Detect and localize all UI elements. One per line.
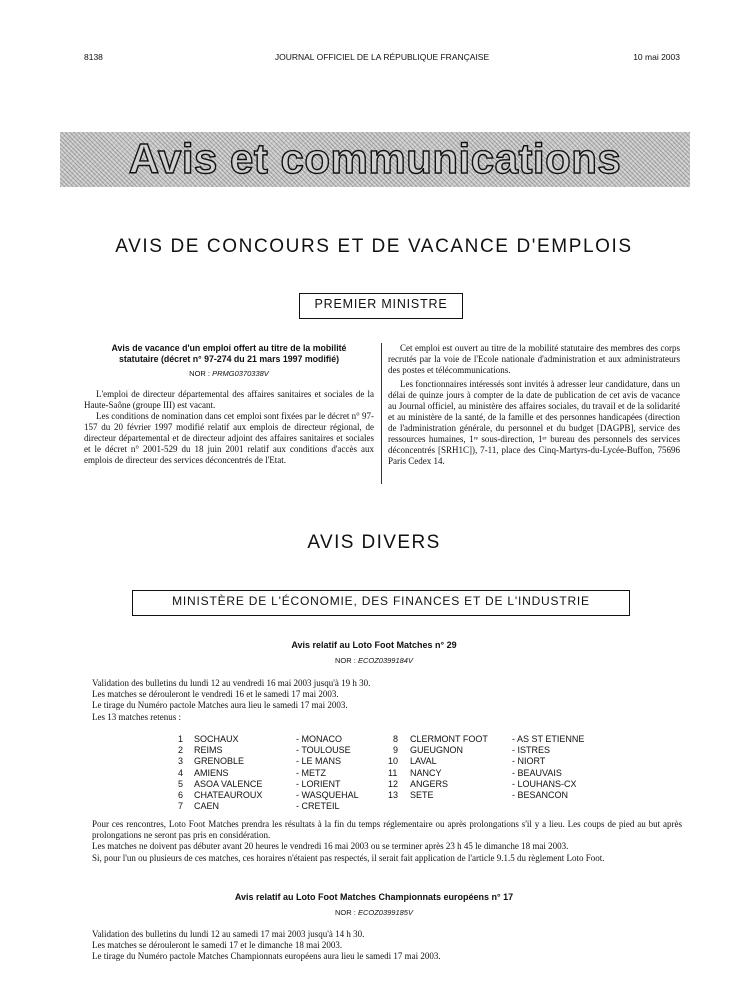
- section-heading-concours: AVIS DE CONCOURS ET DE VACANCE D'EMPLOIS: [115, 236, 633, 257]
- section-banner: [60, 132, 690, 187]
- notice-title: Avis de vacance d'un emploi offert au titre de la mobilité statutaire (décret n° 97-274 du 21 mars 1997 modifié): [111, 343, 347, 364]
- loto-rules: [92, 819, 682, 864]
- journal-title: JOURNAL OFFICIEL DE LA RÉPUBLIQUE FRANÇAISE: [274, 52, 490, 62]
- loto-details: [92, 678, 682, 723]
- section-heading-avis-divers: AVIS DIVERS: [307, 532, 441, 553]
- paragraph: Pour ces rencontres, Loto Foot Matches prendra les résultats à la fin du temps réglementaire ou après prolongations s'il y a lieu. Les coups de pied au but après prolongations ne seront pas pris en considération.: [92, 819, 682, 841]
- paragraph: Les fonctionnaires intéressés sont invités à adresser leur candidature, dans un délai de quinze jours à compter de la date de publication de cet avis de vacance au Journal officiel, au ministère des affaires sociales, du travail et de la solidarité et au ministère de la santé, de la famille et des personnes handicapées (direction de l'administration générale, du personnel et du budget [DAGPB], service des ressources humaines, 1ʳᵉ sous-direction, 1ᵉʳ bureau des personnels des services déconcentrés [SRH1C]), 7-11, place des Cinq-Martyrs-du-Lycée-Buffon, 75696 Paris Cedex 14.: [388, 379, 680, 466]
- detail-line: Le tirage du Numéro pactole Matches aura lieu le samedi 17 mai 2003.: [92, 700, 348, 711]
- banner-title: Avis et communications: [128, 135, 622, 182]
- detail-line: Les matches se dérouleront le vendredi 16 et le samedi 17 mai 2003.: [92, 689, 339, 700]
- detail-line: Validation des bulletins du lundi 12 au vendredi 16 mai 2003 jusqu'à 19 h 30.: [92, 678, 371, 688]
- paragraph: Si, pour l'un ou plusieurs de ces matches, ces horaires n'étaient pas respectés, il serait fait application de l'article 9.1.5 du règlement Loto Foot.: [92, 852, 605, 863]
- loto-nor-reference: NOR : ECOZ0399184V: [335, 656, 413, 665]
- running-header: [84, 52, 680, 66]
- champ-nor-reference: NOR : ECOZ0399185V: [335, 908, 413, 917]
- paragraph: Cet emploi est ouvert au titre de la mobilité statutaire des membres des corps recrutés par la voie de l'Ecole nationale d'administration et aux administrateurs des postes et télécommunications.: [388, 343, 680, 375]
- nor-reference: NOR : PRMG0370338V: [189, 369, 269, 378]
- detail-line: Les matches se dérouleront le samedi 17 et le dimanche 18 mai 2003.: [92, 940, 343, 951]
- page-number: 8138: [84, 52, 103, 62]
- champ-notice-title: Avis relatif au Loto Foot Matches Championnats européens n° 17: [234, 892, 514, 902]
- champ-details: [92, 929, 682, 963]
- ministry-box-premier-ministre: PREMIER MINISTRE: [299, 293, 463, 319]
- detail-line: Le tirage du Numéro pactole Matches Championnats européens aura lieu le samedi 17 mai 2003.: [92, 951, 441, 962]
- detail-line: Les 13 matches retenus :: [92, 711, 181, 722]
- notice-left-column: [84, 343, 374, 466]
- issue-date: 10 mai 2003: [633, 52, 680, 62]
- column-divider: [381, 343, 382, 484]
- paragraph: Les matches ne doivent pas débuter avant 20 heures le vendredi 16 mai 2003 ou se terminer après 23 h 45 le dimanche 18 mai 2003.: [92, 841, 569, 852]
- paragraph: Les conditions de nomination dans cet emploi sont fixées par le décret n° 97-157 du 20 février 1997 modifié relatif aux emplois de directeur régional, de directeur départemental et de directeur adjoint des affaires sanitaires et sociales et le décret n° 2001-529 du 18 juin 2001 relatif aux conditions d'accès aux emplois de directeur des services déconcentrés de l'Etat.: [84, 411, 374, 465]
- loto-notice-title: Avis relatif au Loto Foot Matches n° 29: [291, 640, 457, 650]
- detail-line: Validation des bulletins du lundi 12 au samedi 17 mai 2003 jusqu'à 14 h 30.: [92, 929, 365, 939]
- notice-right-column: [388, 343, 680, 467]
- ministry-box-economie: MINISTÈRE DE L'ÉCONOMIE, DES FINANCES ET DE L'INDUSTRIE: [132, 590, 630, 616]
- paragraph: L'emploi de directeur départemental des affaires sanitaires et sociales de la Haute-Saône (groupe III) est vacant.: [84, 389, 374, 410]
